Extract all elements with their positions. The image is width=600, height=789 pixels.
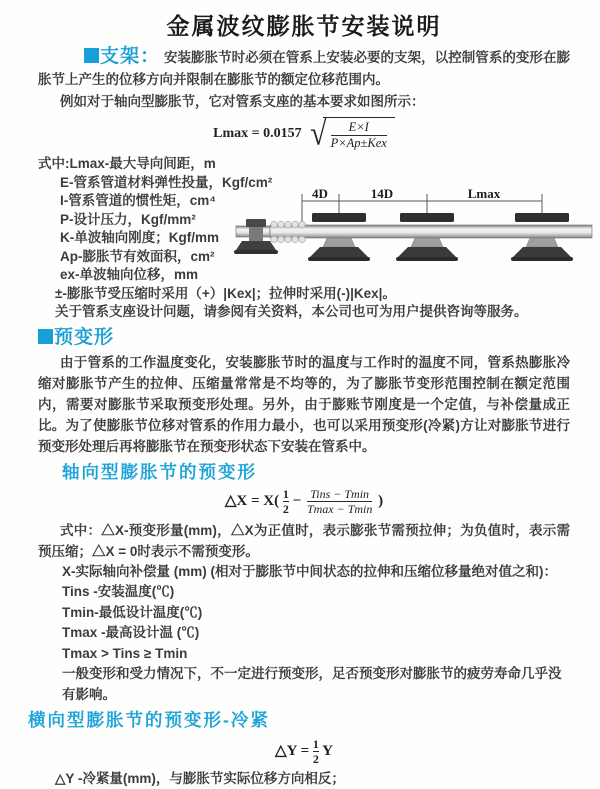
one-half-fraction: $\frac{1}{2}$ xyxy=(282,486,289,516)
temperature-fraction: $\frac{\text{Tins − Tmin}}{Tmax - Tmin}$ xyxy=(306,486,373,516)
formula-lmax-numerator: E×I xyxy=(348,120,369,134)
definition-line: ex-单波轴向位移，mm xyxy=(60,267,199,282)
formula-axial-predeform xyxy=(38,487,570,516)
closing-note-line: 关于管系支座设计问题，请参阅有关资料，本公司也可为用户提供咨询等服务。 xyxy=(55,304,528,319)
section-marker-icon xyxy=(38,329,53,344)
formula-lateral-rhs: Y xyxy=(322,742,333,759)
formula-lateral-lhs: △Y = xyxy=(275,742,310,759)
pipe-supports-diagram xyxy=(234,187,594,283)
formula-lateral-coldpull xyxy=(38,737,570,766)
definition-line: E-管系管道材料弹性投量，Kgf/cm² xyxy=(60,174,273,190)
formula-lmax-denominator: P×Ap±Kex xyxy=(330,136,387,150)
support-intro-text: 安装膨胀节时必须在管系上安装必要的支架，以控制管系的变形在膨胀节上产生的位移方向并限制在膨胀节的额定位移范围内。 xyxy=(38,50,570,87)
axial-definition-line: Tmax -最高设计温 (℃) xyxy=(62,625,200,640)
definition-line: 式中:Lmax-最大导向间距，m xyxy=(38,156,216,171)
one-half-fraction: $\frac{1}{2}$ xyxy=(312,737,319,766)
definition-line: I-管系管道的惯性矩，cm⁴ xyxy=(60,193,216,208)
page-title: 金属波纹膨胀节安装说明 xyxy=(166,13,442,39)
section-heading-support xyxy=(84,46,160,67)
support-example-line: 例如对于轴向型膨胀节，它对管系支座的基本要求如图所示： xyxy=(60,94,425,109)
axial-note-line: 一般变形和受力情况下，不一定进行预变形，足否预变形对膨胀节的疲劳寿命几乎没有影响。 xyxy=(62,666,562,702)
radical-sign-icon: √ xyxy=(310,114,327,153)
subsection-heading-axial: 轴向型膨胀节的预变形 xyxy=(62,461,257,482)
dimension-label-lmax: Lmax xyxy=(467,187,501,201)
definition-line: Ap-膨胀节有效面积，cm² xyxy=(60,248,215,264)
axial-definition-line: Tmax > Tins ≥ Tmin xyxy=(62,645,188,661)
axial-definition-line: Tins -安装温度(℃) xyxy=(62,584,175,599)
formula-lmax-fraction xyxy=(331,120,387,151)
dimension-label-4d: 4D xyxy=(312,187,328,201)
lateral-note-line: △Y -冷紧量(mm)，与膨胀节实际位移方向相反； xyxy=(55,771,345,786)
formula-axial-rhs: ) xyxy=(378,492,384,509)
section-heading-predeform-label: 预变形 xyxy=(54,326,115,348)
section-heading-support-label: 支架： xyxy=(100,46,161,67)
formula-lmax xyxy=(38,114,570,153)
sign-note-line: ±-膨胀节受压缩时采用（+）|Kex|；拉伸时采用(-)|Kex|。 xyxy=(55,285,396,301)
axial-definition-line: Tmin-最低设计温度(℃) xyxy=(62,604,203,620)
definition-line: K-单波轴向刚度；Kgf/mm xyxy=(60,230,219,245)
subsection-heading-lateral: 横向型膨胀节的预变形-冷紧 xyxy=(28,710,270,730)
minus-operator: − xyxy=(292,492,302,509)
definitions-and-diagram xyxy=(38,155,570,322)
formula-lmax-prefix: Lmax = 0.0157 xyxy=(213,126,302,142)
dimension-label-14d: 14D xyxy=(370,187,394,201)
definition-line: P-设计压力，Kgf/mm² xyxy=(60,211,196,227)
section-heading-predeform xyxy=(38,326,570,350)
formula-axial-lhs: △X = X( xyxy=(224,492,280,509)
formula-lmax-sqrt xyxy=(310,114,395,153)
support-intro-paragraph xyxy=(38,46,570,91)
predeform-paragraph: 由于管系的工作温度变化，安装膨胀节时的温度与工作时的温度不同，管系热膨胀冷缩对膨胀节产生的拉伸、压缩量常常是不均等的，为了膨胀节变形范围控制在额定范围内，需要对膨胀节采取预变形处理。另外，由于膨账节刚度是一个定值，与补偿量成正比。为了使膨胀节位移对管系的作用力最小，也可以采用预变形(冷紧)方让对膨胀节进行预变形处理后再将膨胀节在预变形状态下安装在管系中。 xyxy=(38,354,570,454)
axial-explanation: 式中：△X-预变形量(mm)，△X为正值时，表示膨张节需预拉伸；为负值时，表示需预压缩；△X = 0时表示不需预变形。 xyxy=(38,522,570,559)
axial-definition-line: X-实际轴向补偿量 (mm) (相对于膨胀节中间状态的拉伸和压缩位移量绝对值之和)： xyxy=(62,563,557,579)
section-marker-icon xyxy=(84,48,99,63)
